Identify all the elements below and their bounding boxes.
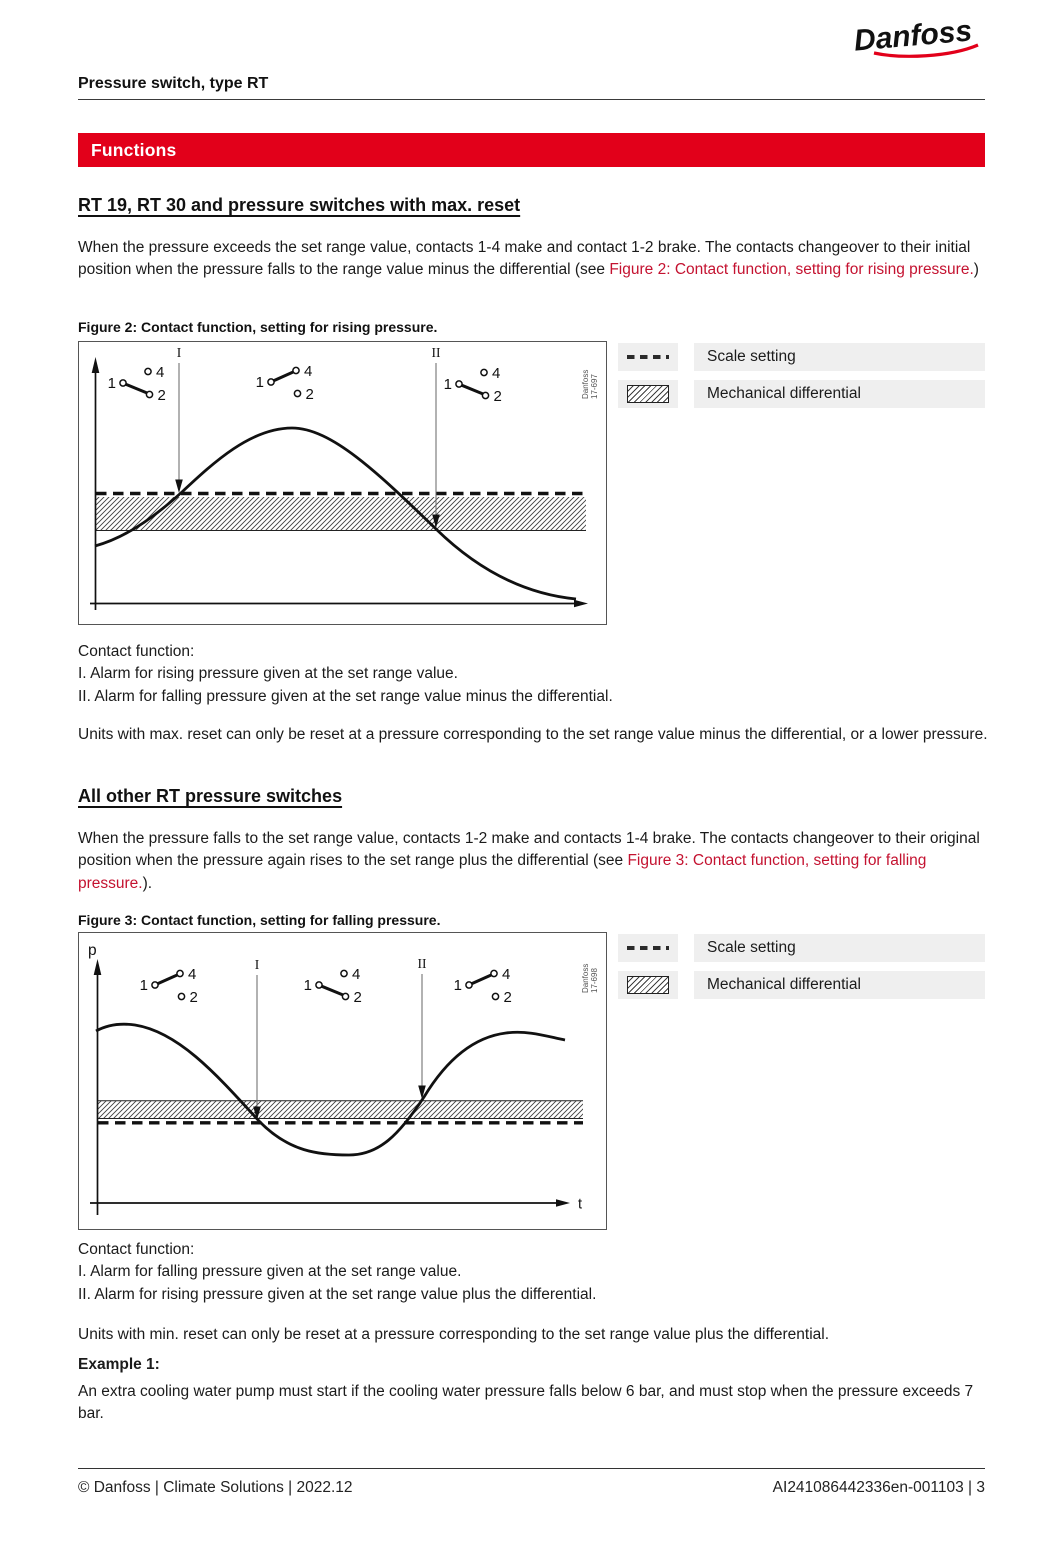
figure-code-brand: Danfoss	[581, 369, 590, 399]
footer-rule	[78, 1468, 985, 1469]
terminal-1: 1	[255, 374, 264, 391]
danfoss-logo-text: Danfoss	[852, 14, 974, 58]
marker-II-label: II	[431, 345, 441, 360]
marker-I-label: I	[176, 345, 182, 360]
terminal-2: 2	[157, 387, 166, 404]
contact-function-line-1: I. Alarm for rising pressure given at the set range value.	[78, 665, 458, 683]
pressure-curve	[96, 1024, 565, 1155]
mechanical-differential-label: Mechanical differential	[694, 380, 985, 408]
legend-row-scale-setting	[618, 343, 985, 371]
terminal-1: 1	[453, 977, 462, 994]
legend-row-mechanical-differential	[618, 380, 985, 408]
example1-text: An extra cooling water pump must start if the cooling water pressure falls below 6 bar, and must stop when the pressure exceeds 7 bar.	[78, 1383, 974, 1423]
figure2-link[interactable]: Figure 2: Contact function, setting for rising pressure.	[609, 261, 974, 279]
terminal-2: 2	[493, 388, 502, 405]
terminal-1: 1	[443, 376, 452, 393]
y-axis-label: p	[88, 942, 97, 959]
danfoss-logo	[850, 12, 988, 69]
figure2-caption: Figure 2: Contact function, setting for rising pressure.	[78, 319, 438, 335]
section1-contact-function	[78, 641, 990, 708]
section1-intro-text: When the pressure exceeds the set range value, contacts 1-4 make and contact 1-2 brake. The contacts changeover to their initial position when the pressure falls to the range value minus the differential (see	[78, 239, 971, 279]
section2-intro-text: When the pressure falls to the set range value, contacts 1-2 make and contacts 1-4 brake. The contacts changeover to their original position when the pressure again rises to the set range plus the differential (see	[78, 830, 980, 870]
terminal-4: 4	[188, 966, 197, 983]
section1-note: Units with max. reset can only be reset at a pressure corresponding to the set range value minus the differential, or a lower pressure.	[78, 726, 988, 743]
contact-symbol-1-4	[140, 966, 198, 1006]
legend-row-scale-setting	[618, 934, 985, 962]
contact-symbol-1-2	[304, 966, 362, 1006]
scale-setting-label: Scale setting	[694, 343, 985, 371]
figure2-legend	[618, 341, 985, 417]
figure-code-number: 17-698	[590, 968, 599, 993]
terminal-2: 2	[503, 989, 512, 1006]
section1-intro-close: )	[973, 261, 979, 279]
y-axis-arrow-icon	[92, 357, 100, 373]
contact-function-line-2: II. Alarm for rising pressure given at the set range value plus the differential.	[78, 1285, 597, 1303]
terminal-4: 4	[492, 365, 501, 382]
scale-setting-symbol-cell	[618, 343, 678, 371]
figure3-row	[78, 932, 985, 1230]
section2-contact-function	[78, 1239, 990, 1306]
section1-heading: RT 19, RT 30 and pressure switches with max. reset	[78, 195, 521, 215]
terminal-4: 4	[502, 966, 511, 983]
terminal-1: 1	[303, 977, 312, 994]
terminal-4: 4	[352, 966, 361, 983]
functions-banner-label: Functions	[91, 139, 177, 160]
hatch-box-icon	[627, 385, 669, 403]
section2-heading: All other RT pressure switches	[78, 786, 343, 806]
terminal-4: 4	[156, 364, 165, 381]
contact-function-line-1: I. Alarm for falling pressure given at the set range value.	[78, 1263, 462, 1281]
figure-code-number: 17-697	[590, 374, 599, 399]
mechanical-differential-symbol-cell	[618, 971, 678, 999]
figure-code	[581, 964, 599, 993]
marker-II-label: II	[417, 956, 427, 971]
figure2-diagram	[78, 341, 607, 625]
figure3-diagram	[78, 932, 607, 1230]
contact-function-line-2: II. Alarm for falling pressure given at the set range value minus the differential.	[78, 687, 613, 705]
contact-symbol-1-2	[108, 364, 166, 404]
header-rule	[78, 99, 985, 100]
terminal-2: 2	[305, 386, 314, 403]
contact-function-title: Contact function:	[78, 643, 195, 660]
footer-copyright: © Danfoss | Climate Solutions | 2022.12	[78, 1479, 353, 1496]
scale-setting-symbol-cell	[618, 934, 678, 962]
figure-code	[581, 370, 599, 399]
mechanical-differential-label: Mechanical differential	[694, 971, 985, 999]
figure2-svg	[79, 342, 606, 619]
scale-setting-label: Scale setting	[694, 934, 985, 962]
section2-intro-close: ).	[142, 874, 153, 892]
section1-intro-paragraph	[78, 237, 990, 282]
example1-title: Example 1:	[78, 1356, 160, 1373]
x-axis-label: t	[578, 1196, 583, 1213]
x-axis-arrow-icon	[556, 1199, 570, 1207]
x-axis-arrow-icon	[574, 600, 588, 608]
contact-symbol-1-4	[256, 363, 314, 403]
marker-I-label: I	[254, 957, 260, 972]
section2-intro-paragraph	[78, 828, 990, 895]
figure2-row	[78, 341, 985, 625]
figure3-link[interactable]: Figure 3: Contact function, setting for falling pressure.	[78, 852, 927, 892]
figure3-legend	[618, 932, 985, 1008]
danfoss-logo-icon	[850, 12, 988, 64]
page-title: Pressure switch, type RT	[78, 75, 269, 92]
footer-doc-number: AI241086442336en-001103 | 3	[772, 1479, 985, 1496]
hatch-box-icon	[627, 976, 669, 994]
section2-note: Units with min. reset can only be reset at a pressure corresponding to the set range value plus the differential.	[78, 1326, 830, 1343]
legend-row-mechanical-differential	[618, 971, 985, 999]
y-axis-arrow-icon	[94, 959, 102, 975]
terminal-1: 1	[107, 375, 116, 392]
contact-function-title: Contact function:	[78, 1241, 195, 1258]
footer	[78, 1479, 985, 1497]
contact-symbol-1-2	[444, 365, 502, 405]
mechanical-differential-symbol-cell	[618, 380, 678, 408]
contact-symbol-1-4	[454, 966, 512, 1006]
dashed-line-icon	[627, 355, 669, 359]
terminal-2: 2	[353, 989, 362, 1006]
functions-banner	[78, 133, 985, 167]
figure-code-brand: Danfoss	[581, 963, 590, 993]
mechanical-differential-band	[98, 1101, 583, 1119]
terminal-2: 2	[189, 989, 198, 1006]
terminal-1: 1	[139, 977, 148, 994]
terminal-4: 4	[304, 363, 313, 380]
figure3-caption: Figure 3: Contact function, setting for falling pressure.	[78, 912, 441, 928]
figure3-svg	[79, 933, 606, 1224]
dashed-line-icon	[627, 946, 669, 950]
